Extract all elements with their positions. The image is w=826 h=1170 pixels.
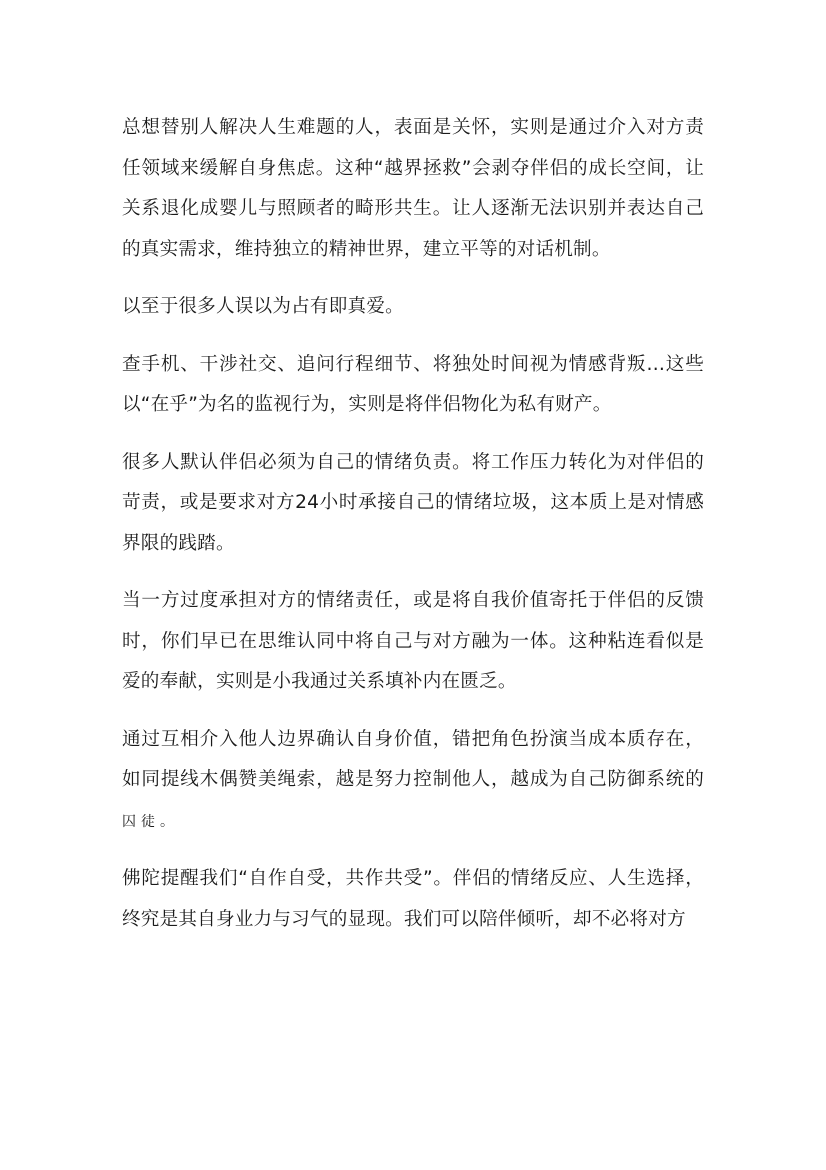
paragraph-6-tail: 囚徒。	[122, 813, 179, 830]
paragraph-7: 佛陀提醒我们“自作自受，共作共受”。伴侣的情绪反应、人生选择，终究是其自身业力与习气的显现。我们可以陪伴倾听，却不必将对方	[122, 868, 704, 930]
paragraph-2: 以至于很多人误以为占有即真爱。	[122, 296, 404, 317]
paragraph-4: 很多人默认伴侣必须为自己的情绪负责。将工作压力转化为对伴侣的苛责，或是要求对方24小时承接自己的情绪垃圾，这本质上是对情感界限的践踏。	[122, 451, 704, 554]
paragraph-6	[122, 720, 704, 843]
paragraph-6-main: 通过互相介入他人边界确认自身价值，错把角色扮演当成本质存在，如同提线木偶赞美绳索，越是努力控制他人，越成为自己防御系统的	[122, 728, 704, 790]
document-body	[122, 108, 704, 957]
paragraph-1: 总想替别人解决人生难题的人，表面是关怀，实则是通过介入对方责任领域来缓解自身焦虑。这种“越界拯救”会剥夺伴侣的成长空间，让关系退化成婴儿与照顾者的畸形共生。让人逐渐无法识别并表达自己的真实需求，维持独立的精神世界，建立平等的对话机制。	[122, 117, 704, 260]
paragraph-5: 当一方过度承担对方的情绪责任，或是将自我价值寄托于伴侣的反馈时，你们早已在思维认同中将自己与对方融为一体。这种粘连看似是爱的奉献，实则是小我通过关系填补内在匮乏。	[122, 590, 704, 692]
paragraph-3: 查手机、干涉社交、追问行程细节、将独处时间视为情感背叛…这些以“在乎”为名的监视行为，实则是将伴侣物化为私有财产。	[122, 353, 704, 415]
